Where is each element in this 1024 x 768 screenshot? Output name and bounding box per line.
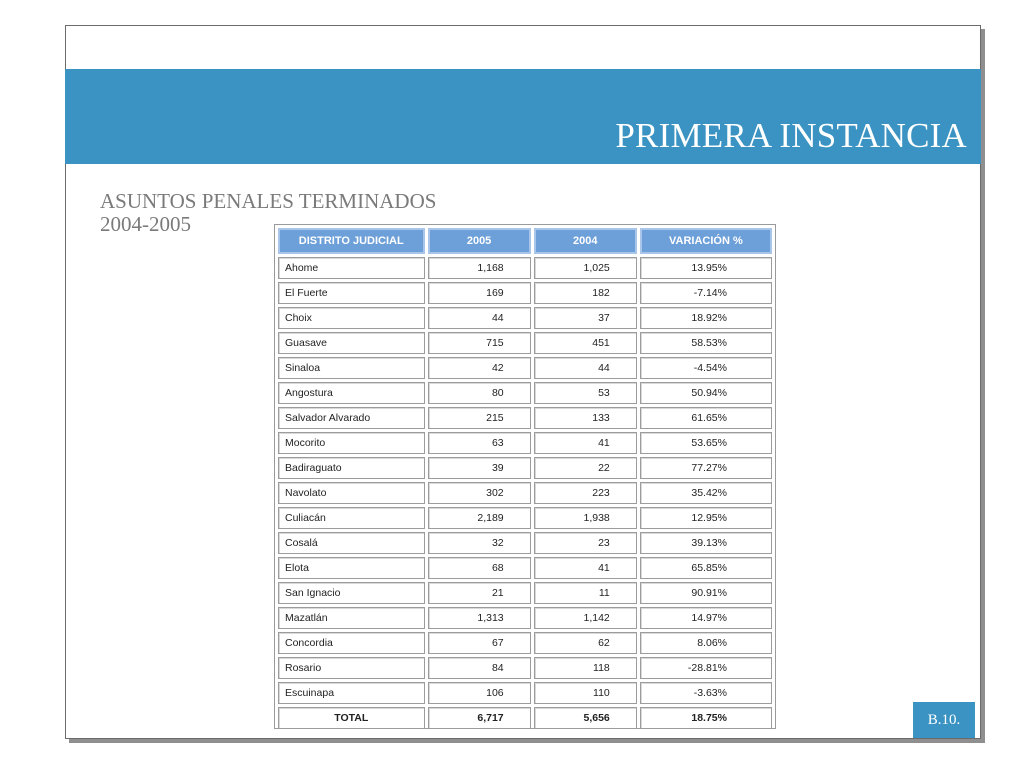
table-row [278, 257, 772, 279]
cell-2004: 182 [534, 282, 637, 304]
page-number-badge: B.10. [913, 702, 975, 738]
cell-2004: 22 [534, 457, 637, 479]
cell-2005: 39 [428, 457, 531, 479]
cell-variacion: 61.65% [640, 407, 772, 429]
data-table-container [274, 224, 776, 729]
table-body [278, 257, 772, 729]
header-2004: 2004 [534, 228, 637, 254]
cell-variacion: 65.85% [640, 557, 772, 579]
cell-distrito: Guasave [278, 332, 425, 354]
total-cell-2005: 6,717 [428, 707, 531, 729]
cell-variacion: 58.53% [640, 332, 772, 354]
cell-variacion: 53.65% [640, 432, 772, 454]
cell-2004: 37 [534, 307, 637, 329]
table-row [278, 432, 772, 454]
cell-2004: 1,025 [534, 257, 637, 279]
cell-2004: 118 [534, 657, 637, 679]
cell-variacion: -4.54% [640, 357, 772, 379]
cell-variacion: 90.91% [640, 582, 772, 604]
cell-distrito: Elota [278, 557, 425, 579]
cell-variacion: 13.95% [640, 257, 772, 279]
cell-2004: 451 [534, 332, 637, 354]
cell-variacion: 35.42% [640, 482, 772, 504]
cell-2005: 715 [428, 332, 531, 354]
cell-2004: 133 [534, 407, 637, 429]
cell-2005: 32 [428, 532, 531, 554]
table-row [278, 457, 772, 479]
data-table [275, 225, 775, 732]
cell-variacion: -28.81% [640, 657, 772, 679]
table-row [278, 682, 772, 704]
total-cell-2004: 5,656 [534, 707, 637, 729]
cell-2005: 169 [428, 282, 531, 304]
cell-2005: 63 [428, 432, 531, 454]
cell-2004: 110 [534, 682, 637, 704]
table-row [278, 382, 772, 404]
cell-variacion: 12.95% [640, 507, 772, 529]
cell-2005: 302 [428, 482, 531, 504]
cell-variacion: -7.14% [640, 282, 772, 304]
cell-2004: 53 [534, 382, 637, 404]
cell-2005: 42 [428, 357, 531, 379]
cell-distrito: Choix [278, 307, 425, 329]
cell-2005: 2,189 [428, 507, 531, 529]
cell-2005: 84 [428, 657, 531, 679]
cell-variacion: -3.63% [640, 682, 772, 704]
cell-distrito: Rosario [278, 657, 425, 679]
cell-distrito: Escuinapa [278, 682, 425, 704]
cell-2004: 1,938 [534, 507, 637, 529]
table-row [278, 557, 772, 579]
table-row [278, 632, 772, 654]
subtitle-line-2: 2004-2005 [100, 212, 191, 236]
cell-distrito: Navolato [278, 482, 425, 504]
title-band [65, 69, 981, 164]
cell-2004: 44 [534, 357, 637, 379]
total-cell-variacion: 18.75% [640, 707, 772, 729]
table-row [278, 282, 772, 304]
cell-2005: 215 [428, 407, 531, 429]
cell-2005: 1,313 [428, 607, 531, 629]
table-row [278, 357, 772, 379]
cell-distrito: Mocorito [278, 432, 425, 454]
cell-distrito: Angostura [278, 382, 425, 404]
cell-variacion: 14.97% [640, 607, 772, 629]
cell-variacion: 77.27% [640, 457, 772, 479]
cell-2005: 80 [428, 382, 531, 404]
cell-distrito: Culiacán [278, 507, 425, 529]
cell-distrito: Sinaloa [278, 357, 425, 379]
cell-distrito: El Fuerte [278, 282, 425, 304]
table-row [278, 482, 772, 504]
table-header-row [278, 228, 772, 254]
cell-distrito: Ahome [278, 257, 425, 279]
cell-2005: 1,168 [428, 257, 531, 279]
table-row [278, 407, 772, 429]
table-row [278, 607, 772, 629]
cell-2005: 44 [428, 307, 531, 329]
cell-variacion: 18.92% [640, 307, 772, 329]
cell-2004: 223 [534, 482, 637, 504]
slide-title: PRIMERA INSTANCIA [615, 116, 967, 155]
cell-distrito: Cosalá [278, 532, 425, 554]
header-distrito: DISTRITO JUDICIAL [278, 228, 425, 254]
total-cell-distrito: TOTAL [278, 707, 425, 729]
cell-variacion: 50.94% [640, 382, 772, 404]
cell-variacion: 39.13% [640, 532, 772, 554]
cell-variacion: 8.06% [640, 632, 772, 654]
table-row [278, 332, 772, 354]
table-row [278, 307, 772, 329]
cell-2004: 23 [534, 532, 637, 554]
table-row [278, 532, 772, 554]
header-2005: 2005 [428, 228, 531, 254]
cell-2004: 11 [534, 582, 637, 604]
cell-2004: 62 [534, 632, 637, 654]
table-row [278, 657, 772, 679]
cell-distrito: Salvador Alvarado [278, 407, 425, 429]
cell-2005: 106 [428, 682, 531, 704]
cell-2005: 68 [428, 557, 531, 579]
cell-2004: 41 [534, 557, 637, 579]
cell-2004: 1,142 [534, 607, 637, 629]
cell-2004: 41 [534, 432, 637, 454]
table-row [278, 582, 772, 604]
table-row [278, 507, 772, 529]
cell-distrito: Badiraguato [278, 457, 425, 479]
cell-distrito: San Ignacio [278, 582, 425, 604]
cell-distrito: Concordia [278, 632, 425, 654]
cell-2005: 21 [428, 582, 531, 604]
cell-distrito: Mazatlán [278, 607, 425, 629]
header-variacion: VARIACIÓN % [640, 228, 772, 254]
table-total-row [278, 707, 772, 729]
subtitle-line-1: ASUNTOS PENALES TERMINADOS [100, 189, 437, 213]
cell-2005: 67 [428, 632, 531, 654]
